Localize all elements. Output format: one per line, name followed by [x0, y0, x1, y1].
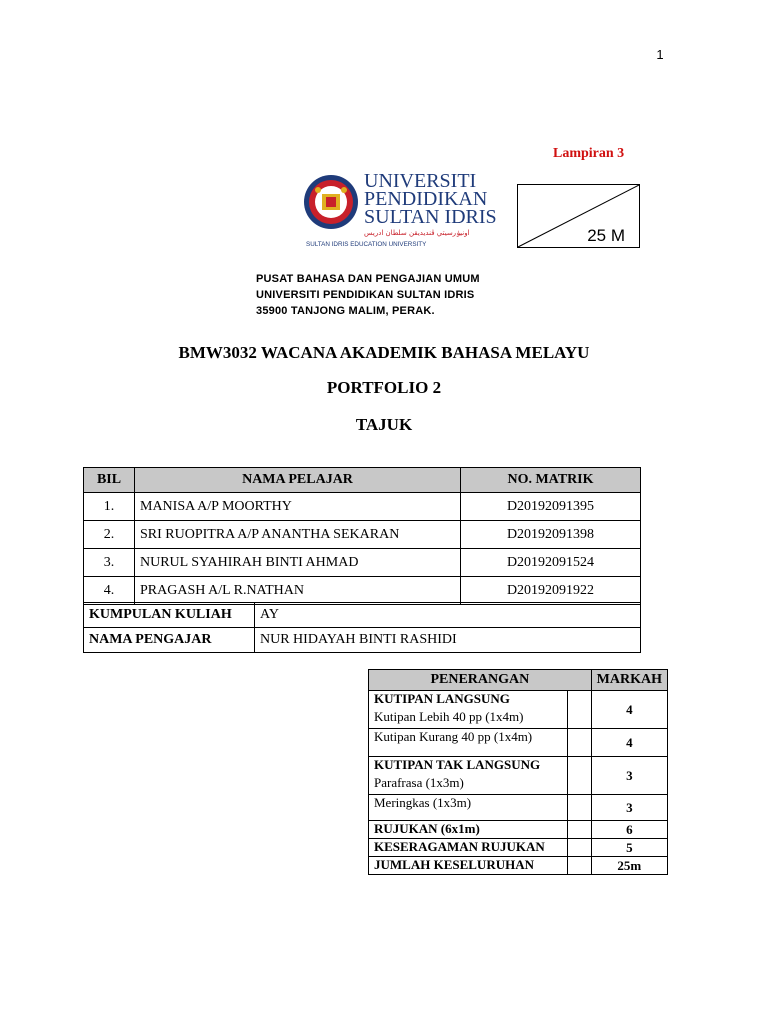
table-row — [369, 729, 668, 757]
university-logo — [300, 160, 497, 250]
address-line: 35900 TANJONG MALIM, PERAK. — [256, 305, 435, 317]
student-number: 4. — [84, 577, 135, 605]
group-label: KUMPULAN KULIAH — [84, 603, 255, 628]
table-row — [84, 628, 641, 653]
logo-name-line-2: PENDIDIKAN — [364, 188, 488, 210]
column-header-matric: NO. MATRIK — [461, 468, 641, 493]
column-header-marks: MARKAH — [591, 670, 667, 691]
table-row — [369, 857, 668, 875]
topic-title: TAJUK — [355, 415, 413, 434]
table-row — [84, 577, 641, 605]
table-header-row — [84, 468, 641, 493]
table-row — [84, 521, 641, 549]
criterion-cell — [369, 757, 568, 795]
mark-value: 6 — [591, 821, 667, 839]
student-name: SRI RUOPITRA A/P ANANTHA SEKARAN — [135, 521, 461, 549]
section-heading: KUTIPAN TAK LANGSUNG — [374, 757, 541, 772]
criterion-text: Parafrasa (1x3m) — [374, 775, 464, 790]
course-title: BMW3032 WACANA AKADEMIK BAHASA MELAYU — [178, 343, 590, 362]
column-header-bil: BIL — [84, 468, 135, 493]
page-number: 1 — [656, 47, 664, 62]
table-row — [369, 821, 668, 839]
mark-value: 3 — [591, 757, 667, 795]
address-line: UNIVERSITI PENDIDIKAN SULTAN IDRIS — [256, 289, 475, 301]
total-mark-box — [517, 184, 640, 248]
criterion-text: Meringkas (1x3m) — [369, 795, 568, 821]
logo-english-line: SULTAN IDRIS EDUCATION UNIVERSITY — [306, 241, 427, 248]
mark-value: 4 — [591, 729, 667, 757]
criterion-text: Kutipan Kurang 40 pp (1x4m) — [369, 729, 568, 757]
criterion-text: KESERAGAMAN RUJUKAN — [369, 839, 568, 857]
portfolio-title: PORTFOLIO 2 — [326, 378, 442, 397]
student-number: 3. — [84, 549, 135, 577]
students-table — [83, 467, 641, 605]
table-header-row — [369, 670, 668, 691]
student-matric: D20192091524 — [461, 549, 641, 577]
mark-value: 5 — [591, 839, 667, 857]
column-header-description: PENERANGAN — [369, 670, 592, 691]
student-name: PRAGASH A/L R.NATHAN — [135, 577, 461, 605]
section-heading: KUTIPAN LANGSUNG — [374, 691, 510, 706]
column-header-name: NAMA PELAJAR — [135, 468, 461, 493]
appendix-label: Lampiran 3 — [553, 146, 625, 161]
group-value: AY — [255, 603, 641, 628]
empty-cell — [567, 857, 591, 875]
student-number: 2. — [84, 521, 135, 549]
table-row — [369, 839, 668, 857]
mark-value: 4 — [591, 691, 667, 729]
student-matric: D20192091395 — [461, 493, 641, 521]
empty-cell — [567, 821, 591, 839]
table-row — [84, 603, 641, 628]
criterion-text: Kutipan Lebih 40 pp (1x4m) — [374, 709, 524, 724]
table-row — [369, 691, 668, 729]
mark-value: 3 — [591, 795, 667, 821]
empty-cell — [567, 691, 591, 729]
empty-cell — [567, 795, 591, 821]
student-name: NURUL SYAHIRAH BINTI AHMAD — [135, 549, 461, 577]
student-matric: D20192091922 — [461, 577, 641, 605]
table-row — [369, 757, 668, 795]
crest-icon — [300, 160, 497, 250]
total-value: 25m — [591, 857, 667, 875]
address-line: PUSAT BAHASA DAN PENGAJIAN UMUM — [256, 273, 480, 285]
empty-cell — [567, 729, 591, 757]
table-row — [84, 549, 641, 577]
criterion-cell — [369, 691, 568, 729]
table-row — [84, 493, 641, 521]
empty-cell — [567, 757, 591, 795]
logo-name-line-3: SULTAN IDRIS — [364, 206, 497, 228]
total-label: JUMLAH KESELURUHAN — [369, 857, 568, 875]
total-mark-text: 25 M — [587, 226, 625, 245]
table-row — [369, 795, 668, 821]
empty-cell — [567, 839, 591, 857]
logo-script-line: اونيۏرسيتي ڤنديديقن سلطان ادريس — [364, 229, 470, 237]
lecturer-label: NAMA PENGAJAR — [84, 628, 255, 653]
logo-name-line-1: UNIVERSITI — [364, 170, 477, 192]
criterion-text: RUJUKAN (6x1m) — [369, 821, 568, 839]
student-name: MANISA A/P MOORTHY — [135, 493, 461, 521]
address-block — [256, 271, 480, 319]
marks-table — [368, 669, 668, 875]
student-matric: D20192091398 — [461, 521, 641, 549]
class-info-table — [83, 602, 641, 653]
lecturer-value: NUR HIDAYAH BINTI RASHIDI — [255, 628, 641, 653]
student-number: 1. — [84, 493, 135, 521]
